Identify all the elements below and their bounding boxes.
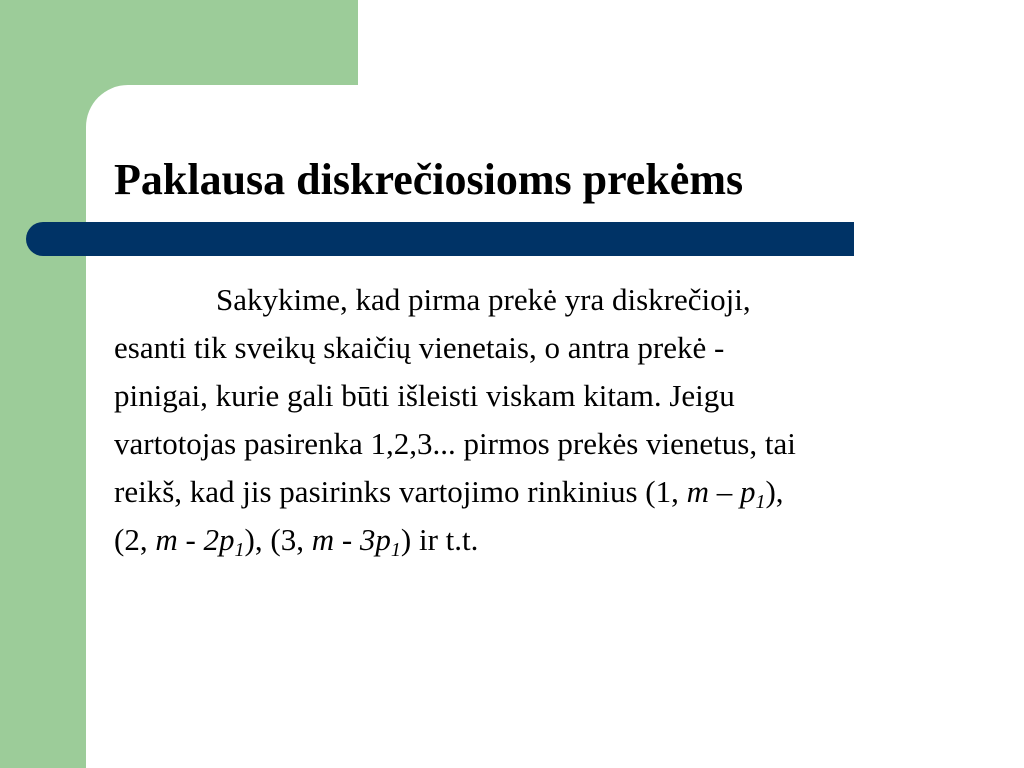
line5-text: reikš, kad jis pasirinks vartojimo rinkinius (1, xyxy=(114,474,687,509)
title-underline-bar xyxy=(26,222,854,256)
subscript: 1 xyxy=(755,491,766,513)
subscript: 1 xyxy=(390,539,401,561)
var-m: m xyxy=(311,522,335,557)
var-m: m xyxy=(155,522,178,557)
var-m: m xyxy=(686,474,709,509)
minus: - xyxy=(334,522,360,557)
var-p: p xyxy=(375,522,391,557)
subscript: 1 xyxy=(234,539,245,561)
slide-body xyxy=(114,276,1014,564)
body-line-1: Sakykime, kad pirma prekė yra diskrečioji, xyxy=(216,282,751,317)
body-line-4: vartotojas pasirenka 1,2,3... pirmos prekės vienetus, tai xyxy=(114,426,796,461)
body-line-2: esanti tik sveikų skaičių vienetais, o antra prekė - xyxy=(114,330,725,365)
var-p: p xyxy=(739,474,756,509)
line5-tail: ), xyxy=(765,474,784,509)
slide-title: Paklausa diskrečiosioms prekėms xyxy=(114,155,744,204)
var-p: p xyxy=(219,522,235,557)
body-line-6 xyxy=(114,516,1014,564)
dash: – xyxy=(708,474,740,509)
minus: - xyxy=(177,522,204,557)
line6-close2: ) ir t.t. xyxy=(400,522,479,557)
body-line-3: pinigai, kurie gali būti išleisti viskam kitam. Jeigu xyxy=(114,378,735,413)
body-line-5 xyxy=(114,468,1014,516)
line6-open1: (2, xyxy=(114,522,156,557)
line6-close1: ), (3, xyxy=(244,522,312,557)
coefficient: 3 xyxy=(359,522,376,557)
coefficient: 2 xyxy=(203,522,220,557)
